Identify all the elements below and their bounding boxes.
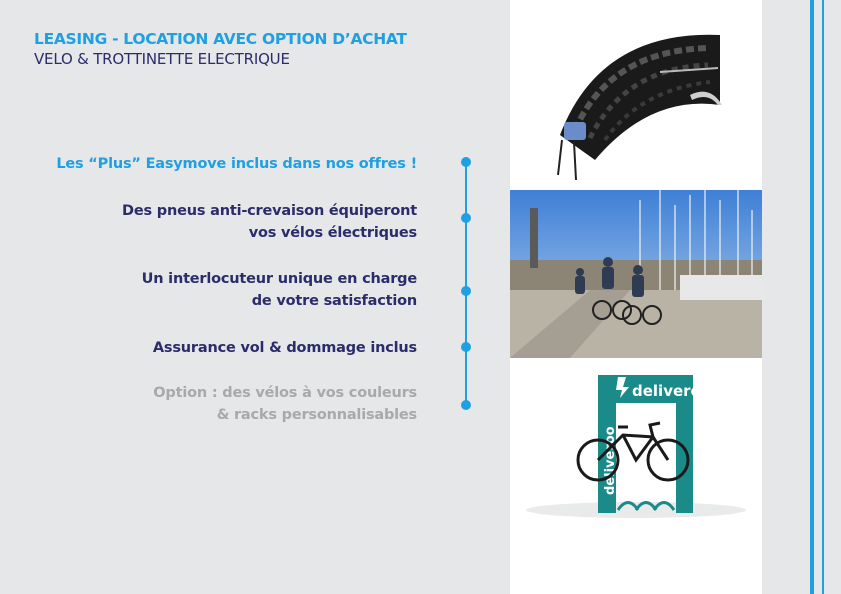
- timeline-dot: [461, 157, 471, 167]
- benefit-contact: [142, 268, 417, 312]
- timeline-line: [465, 162, 467, 406]
- benefit-line: Un interlocuteur unique en charge: [141, 271, 417, 287]
- benefit-line: Des pneus anti-crevaison équiperont: [122, 203, 417, 219]
- benefit-line: & racks personnalisables: [216, 407, 417, 423]
- benefit-line: de votre satisfaction: [251, 293, 417, 309]
- timeline-dot: [461, 342, 471, 352]
- header-title: LEASING - LOCATION AVEC OPTION D’ACHAT: [34, 30, 407, 48]
- benefit-line: vos vélos électriques: [248, 225, 417, 241]
- accent-stripe-wide: [810, 0, 814, 594]
- timeline-dot: [461, 213, 471, 223]
- accent-stripe-thin: [822, 0, 824, 594]
- timeline-dot: [461, 286, 471, 296]
- benefit-line: Les “Plus” Easymove inclus dans nos offres !: [56, 156, 417, 172]
- rack-brand-side: deliveroo: [603, 426, 618, 495]
- benefit-plus-offers: [56, 153, 417, 175]
- deliveroo-rack-image: [518, 365, 754, 520]
- header: [34, 30, 407, 68]
- header-subtitle: VELO & TROTTINETTE ELECTRIQUE: [34, 50, 290, 68]
- benefit-insurance: [153, 337, 417, 359]
- benefit-option: [153, 382, 417, 426]
- benefit-line: Option : des vélos à vos couleurs: [153, 385, 417, 401]
- timeline-dot: [461, 400, 471, 410]
- benefit-line: Assurance vol & dommage inclus: [152, 340, 417, 356]
- harbour-bike-photo: [510, 190, 762, 358]
- tire-image: [540, 10, 730, 185]
- rack-brand-top: deliveroo: [632, 382, 712, 400]
- benefit-tires: [122, 200, 417, 244]
